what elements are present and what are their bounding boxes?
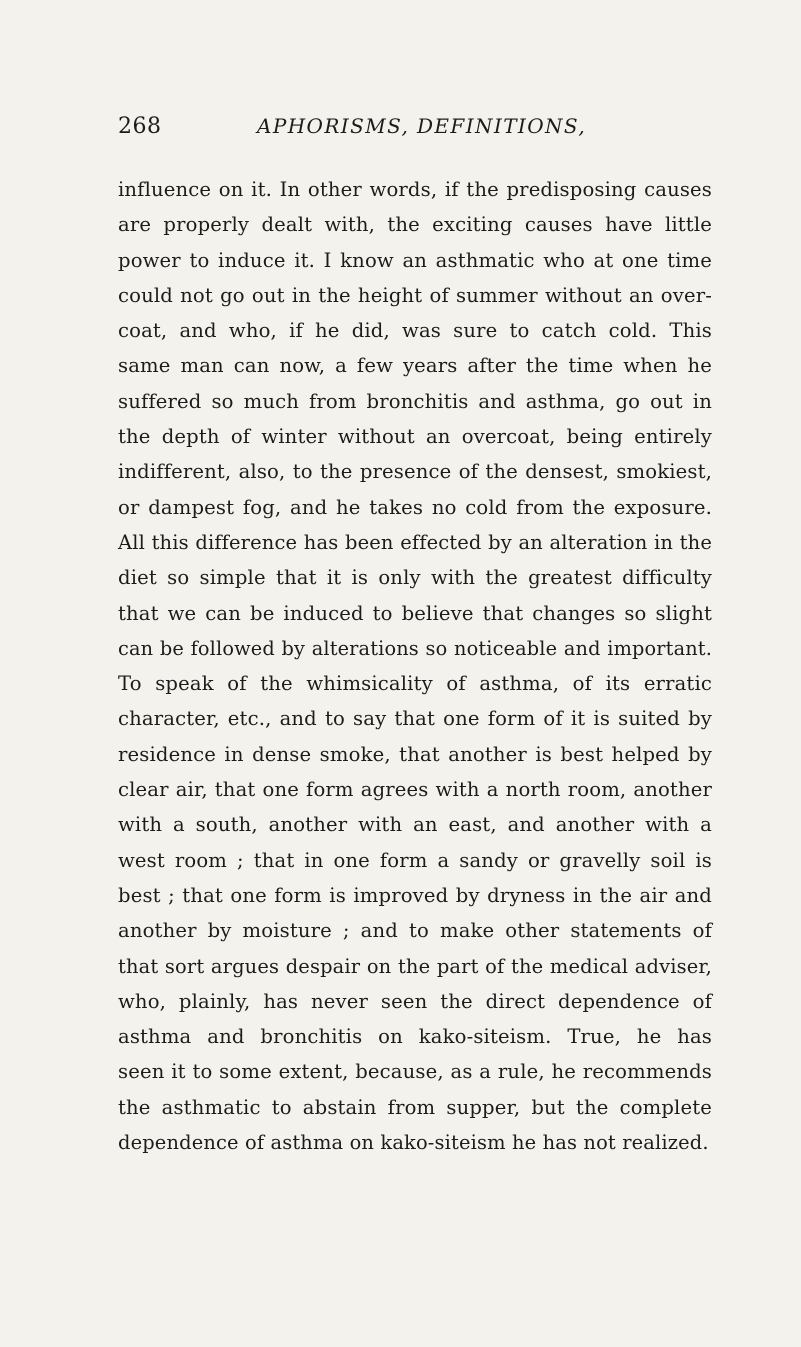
text-line: indifferent, also, to the presence of the densest, smokiest, <box>118 460 712 484</box>
text-line: with a south, another with an east, and another with a <box>118 813 712 837</box>
text-line: All this difference has been effected by an alteration in the <box>118 530 712 554</box>
text-line: the depth of winter without an overcoat, being entirely <box>118 425 712 449</box>
text-line: diet so simple that it is only with the greatest difficulty <box>118 566 712 590</box>
text-line: character, etc., and to say that one form of it is suited by <box>118 707 712 731</box>
text-line: To speak of the whimsicality of asthma, of its erratic <box>118 672 712 696</box>
text-line: same man can now, a few years after the time when he <box>118 354 712 378</box>
text-line: seen it to some extent, because, as a rule, he recommends <box>118 1060 712 1084</box>
text-line: can be followed by alterations so noticeable and important. <box>118 636 712 660</box>
text-line: west room ; that in one form a sandy or gravelly soil is <box>118 848 712 872</box>
text-line: asthma and bronchitis on kako-siteism. True, he has <box>118 1025 712 1049</box>
text-line: are properly dealt with, the exciting causes have little <box>118 213 712 237</box>
page-number: 268 <box>118 114 162 139</box>
text-line: residence in dense smoke, that another is best helped by <box>118 742 712 766</box>
text-line: or dampest fog, and he takes no cold from the exposure. <box>118 495 712 519</box>
text-line: the asthmatic to abstain from supper, but the complete <box>118 1095 712 1119</box>
text-line: that we can be induced to believe that changes so slight <box>118 601 712 625</box>
running-head-title: APHORISMS, DEFINITIONS, <box>257 114 587 138</box>
text-line: best ; that one form is improved by dryness in the air and <box>118 883 712 907</box>
text-line: clear air, that one form agrees with a north room, another <box>118 778 712 802</box>
text-line: coat, and who, if he did, was sure to catch cold. This <box>118 319 712 343</box>
running-head <box>0 110 801 150</box>
text-line: dependence of asthma on kako-siteism he has not realized. <box>118 1131 709 1155</box>
text-line: influence on it. In other words, if the predisposing causes <box>118 178 712 201</box>
text-line: power to induce it. I know an asthmatic who at one time <box>118 248 712 272</box>
text-line: another by moisture ; and to make other statements of <box>118 919 712 943</box>
text-line: could not go out in the height of summer without an over- <box>118 283 712 307</box>
text-line: that sort argues despair on the part of the medical adviser, <box>118 954 712 978</box>
text-line: suffered so much from bronchitis and asthma, go out in <box>118 389 712 413</box>
text-line: who, plainly, has never seen the direct dependence of <box>118 989 712 1013</box>
body-paragraph <box>118 172 712 1160</box>
